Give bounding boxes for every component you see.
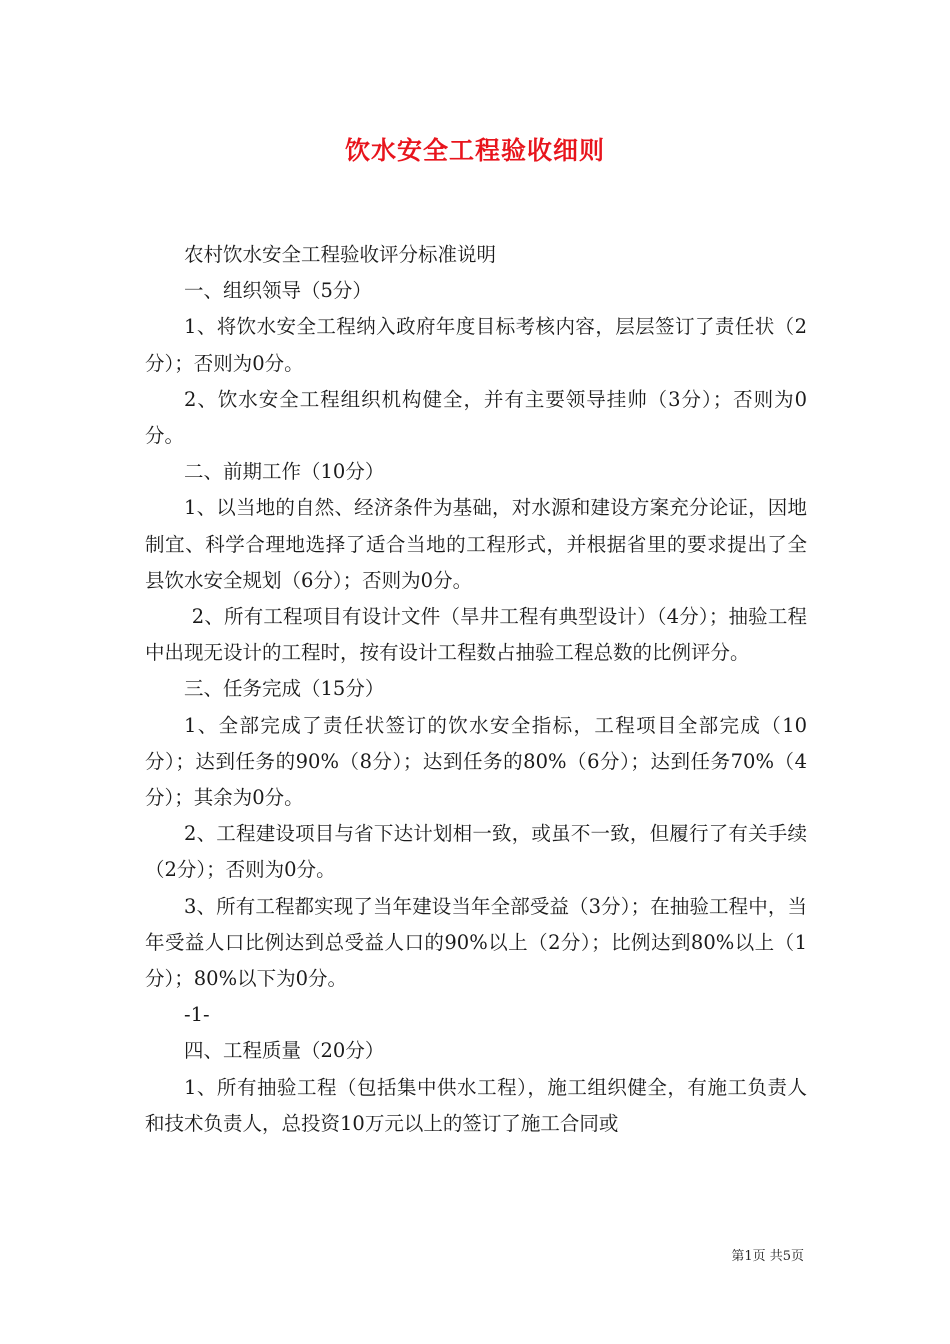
paragraph: 2、工程建设项目与省下达计划相一致，或虽不一致，但履行了有关手续（2分）；否则为0分。 bbox=[145, 822, 807, 882]
page-marker: -1- bbox=[184, 1003, 210, 1027]
paragraph: 1、全部完成了责任状签订的饮水安全指标，工程项目全部完成（10分）；达到任务的90%（8分）；达到任务的80%（6分）；达到任务70%（4分）；其余为0分。 bbox=[145, 713, 807, 810]
section-heading: 二、前期工作（10分） bbox=[184, 460, 385, 484]
paragraph: 3、所有工程都实现了当年建设当年全部受益（3分）；在抽验工程中，当年受益人口比例达到总受益人口的90%以上（2分）；比例达到80%以上（1分）；80%以下为0分。 bbox=[145, 894, 807, 991]
section-heading: 农村饮水安全工程验收评分标准说明 bbox=[184, 243, 497, 266]
page-footer: 第1页 共5页 bbox=[731, 1249, 804, 1264]
paragraph: 2、所有工程项目有设计文件（旱井工程有典型设计）（4分）；抽验工程中出现无设计的工程时，按有设计工程数占抽验工程总数的比例评分。 bbox=[145, 605, 807, 665]
document-title: 饮水安全工程验收细则 bbox=[344, 136, 605, 165]
paragraph: 1、将饮水安全工程纳入政府年度目标考核内容，层层签订了责任状（2分）；否则为0分。 bbox=[145, 315, 807, 375]
section-heading: 三、任务完成（15分） bbox=[184, 677, 385, 701]
paragraph: 1、以当地的自然、经济条件为基础，对水源和建设方案充分论证，因地制宜、科学合理地选择了适合当地的工程形式，并根据省里的要求提出了全县饮水安全规划（6分）；否则为0分。 bbox=[145, 496, 807, 592]
section-heading: 四、工程质量（20分） bbox=[184, 1039, 385, 1063]
paragraph: 2、饮水安全工程组织机构健全，并有主要领导挂帅（3分）；否则为0分。 bbox=[145, 387, 807, 448]
paragraph: 1、所有抽验工程（包括集中供水工程），施工组织健全，有施工负责人和技术负责人，总投资10万元以上的签订了施工合同或 bbox=[145, 1075, 807, 1135]
section-heading: 一、组织领导（5分） bbox=[184, 279, 372, 303]
document-body bbox=[145, 237, 807, 1142]
